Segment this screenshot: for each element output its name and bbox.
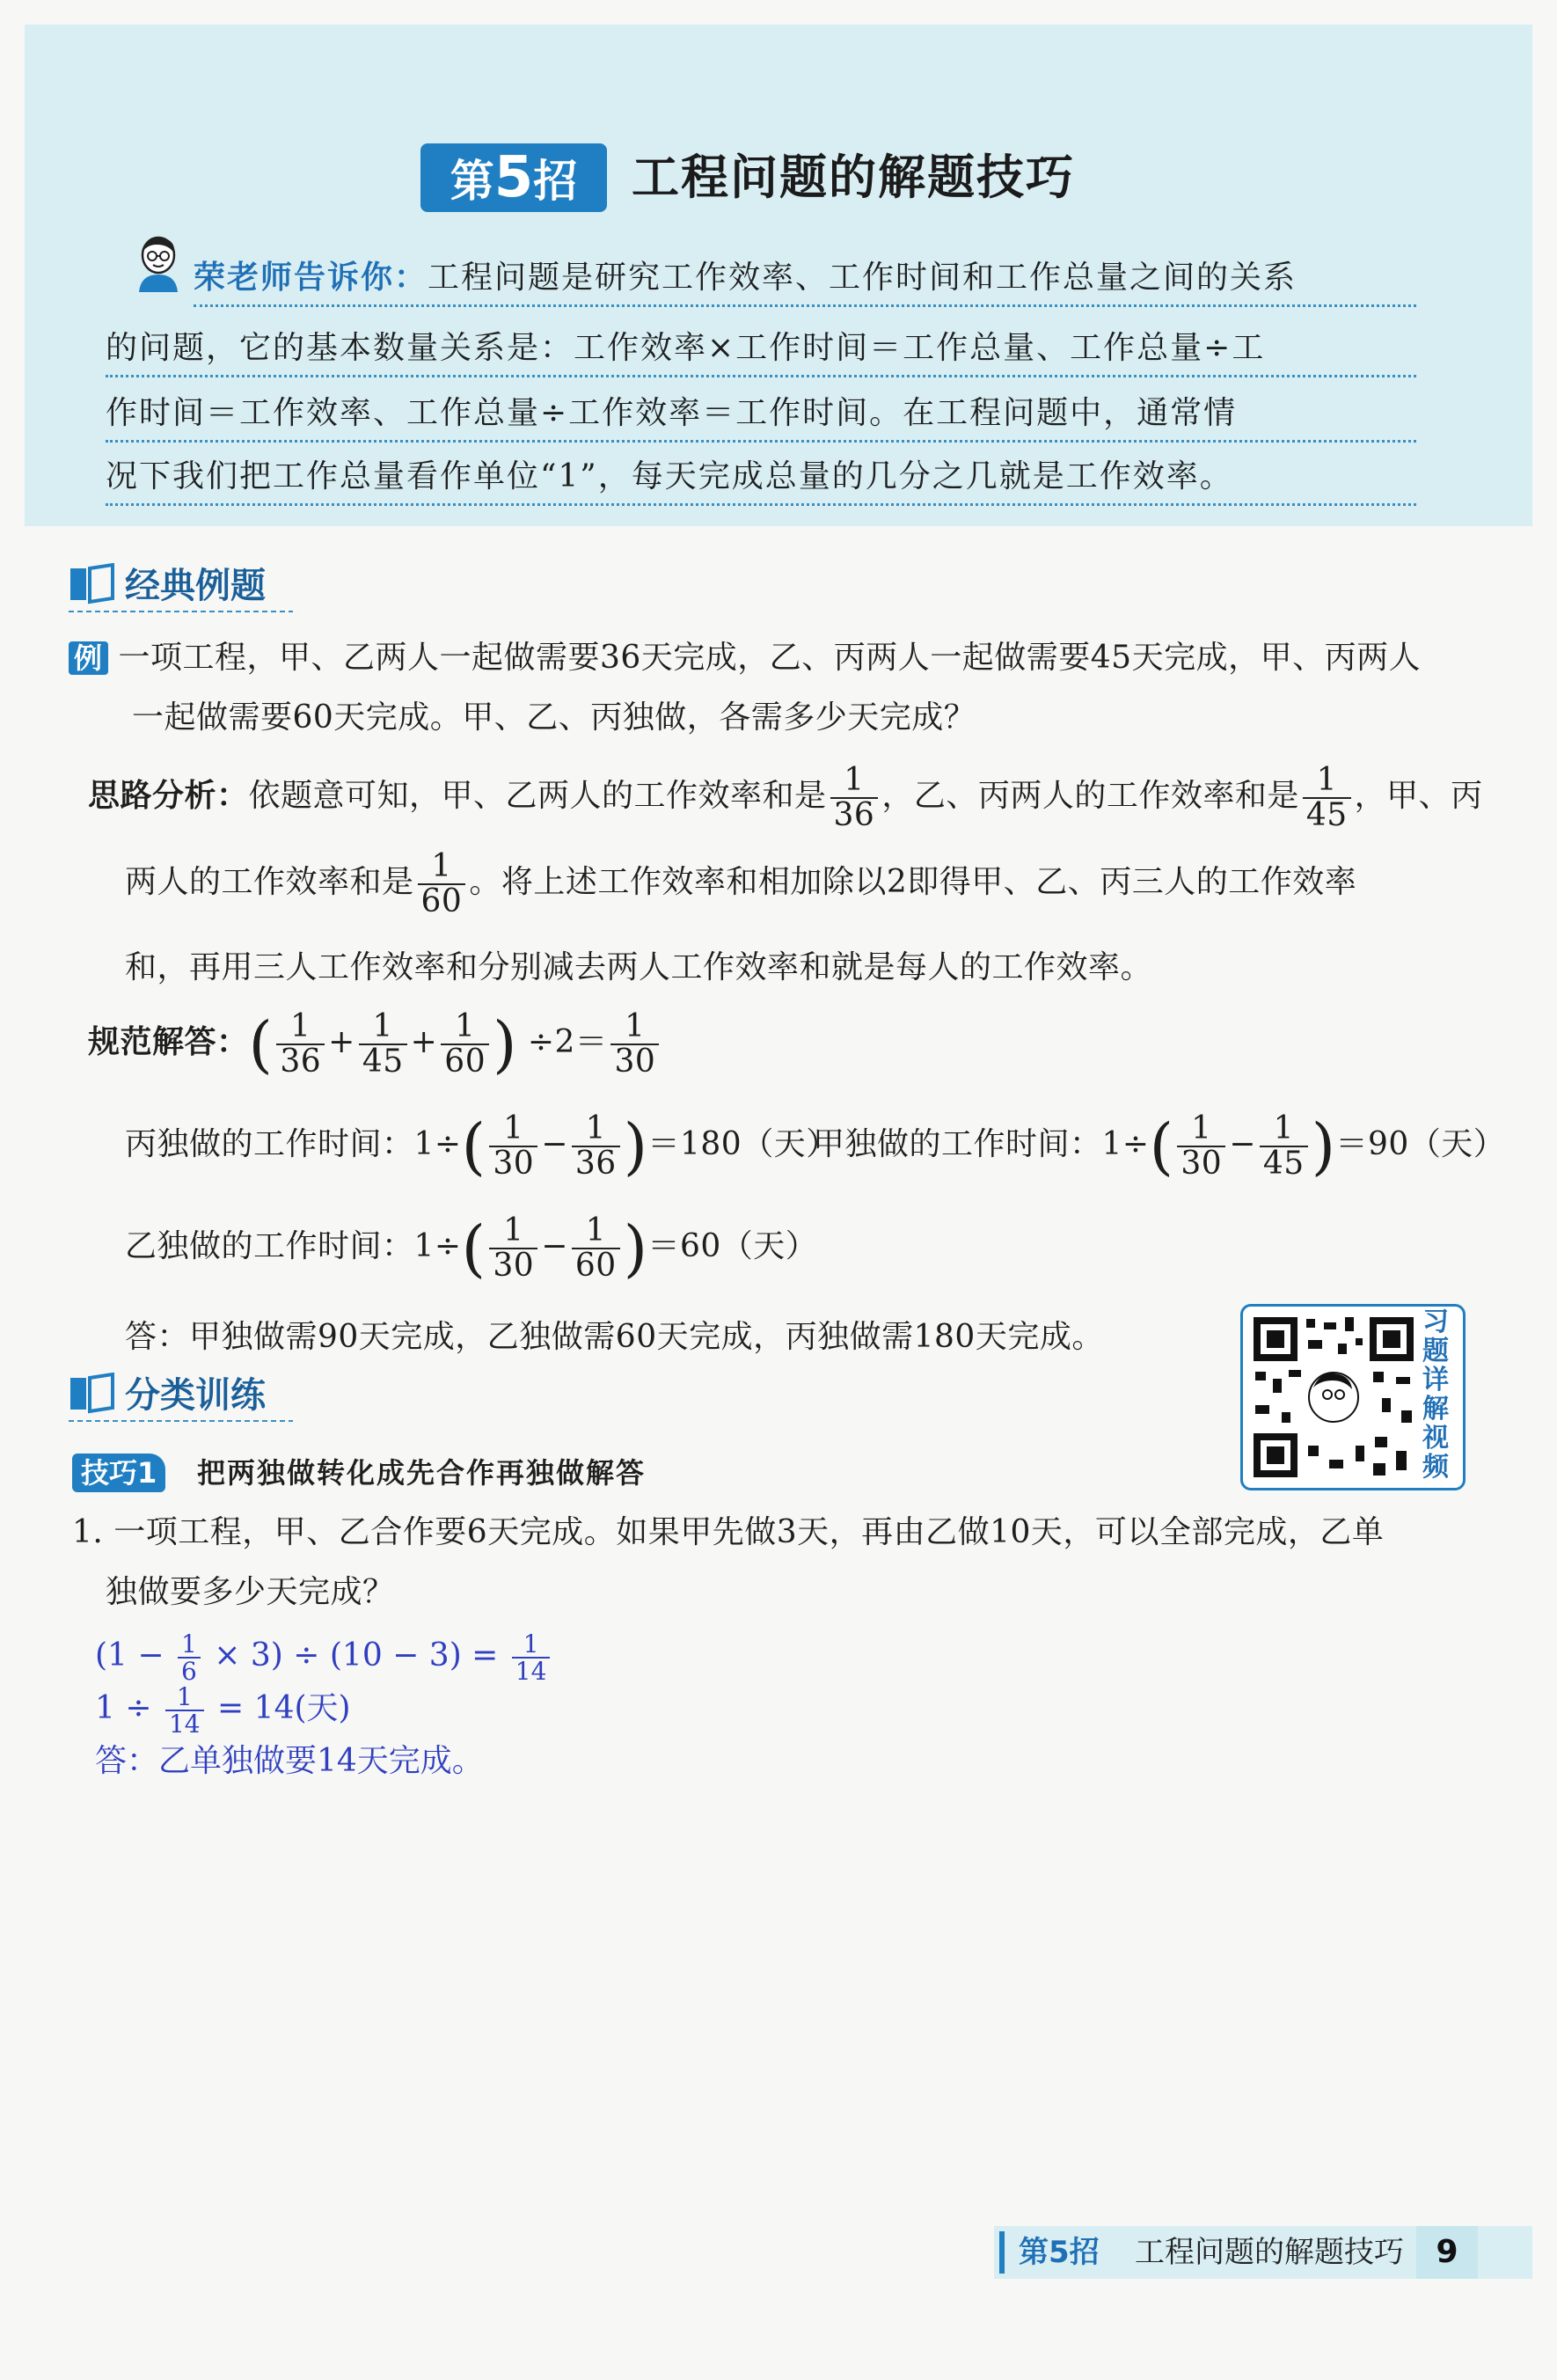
section-title-practice: 分类训练 <box>125 1375 266 1416</box>
tip-badge: 技巧1 <box>72 1454 165 1492</box>
answer-line-3: 答：乙单独做要14天完成。 <box>95 1743 484 1779</box>
solution-yi: 乙独做的工作时间：1÷( $\frac{1}{30}$ − $\frac{1}{60}$ )＝60（天） <box>125 1212 818 1285</box>
example-question-line-1: 例 一项工程，甲、乙两人一起做需要36天完成，乙、丙两人一起做需要45天完成，甲、丙两人 <box>69 632 1421 685</box>
section-underline <box>69 1420 293 1422</box>
footer-chapter: 第5招 <box>1019 2235 1100 2270</box>
solution-bing: 丙独做的工作时间：1÷( $\frac{1}{30}$ − $\frac{1}{36}$ )＝180（天） <box>125 1109 838 1183</box>
qr-label: 习题详解视频 <box>1422 1307 1449 1483</box>
fraction-1-45: $\frac{1}{45}$ <box>1303 764 1351 832</box>
analysis-line-2: 两人的工作效率和是 $\frac{1}{60}$ 。将上述工作效率和相加除以2即得甲、乙、丙三人的工作效率 <box>125 848 1357 919</box>
solution-line-1: 规范解答：( $\frac{1}{36}$ + $\frac{1}{45}$ + $\frac{1}{60}$ ) ÷2＝ $\frac{1}{30}$ <box>88 1010 662 1079</box>
teacher-label: 荣老师告诉你： <box>194 260 428 296</box>
book-icon <box>69 1373 118 1415</box>
fraction-1-36: $\frac{1}{36}$ <box>830 764 879 832</box>
chapter-badge: 第5招 <box>420 143 607 212</box>
solution-answer: 答：甲独做需90天完成，乙独做需60天完成，丙独做需180天完成。 <box>125 1319 1104 1355</box>
page-number: 9 <box>1416 2226 1478 2279</box>
section-underline <box>69 611 293 612</box>
analysis-line-1: 思路分析：依题意可知，甲、乙两人的工作效率和是 $\frac{1}{36}$ ，乙、丙两人的工作效率和是 $\frac{1}{45}$ ，甲、丙 <box>88 762 1483 833</box>
footer-title: 工程问题的解题技巧 <box>1135 2235 1404 2270</box>
example-question-line-2: 一起做需要60天完成。甲、乙、丙独做，各需多少天完成？ <box>132 699 976 736</box>
question-1-line-2: 独做要多少天完成？ <box>106 1574 395 1610</box>
fraction-1-60: $\frac{1}{60}$ <box>418 850 466 919</box>
tip-text: 把两独做转化成先合作再独做解答 <box>197 1456 647 1490</box>
footer-accent-bar <box>999 2231 1005 2274</box>
intro-line-3: 作时间＝工作效率、工作总量÷工作效率＝工作时间。在工程问题中，通常情 <box>106 387 1416 443</box>
page-title: 工程问题的解题技巧 <box>632 150 1075 205</box>
question-1-line-1: 1. 一项工程，甲、乙合作要6天完成。如果甲先做3天，再由乙做10天，可以全部完成，乙单 <box>72 1514 1385 1550</box>
answer-line-1: (1 − $\frac{1}{6}$ × 3) ÷ (10 − 3) = $\frac{1}{14}$ <box>95 1629 553 1684</box>
intro-line-2: 的问题，它的基本数量关系是：工作效率×工作时间＝工作总量、工作总量÷工 <box>106 322 1416 377</box>
solution-label: 规范解答： <box>88 1023 249 1060</box>
analysis-label: 思路分析： <box>88 777 249 814</box>
example-badge: 例 <box>69 641 108 675</box>
section-title-classic-examples: 经典例题 <box>125 566 266 606</box>
teacher-avatar-icon <box>130 234 186 292</box>
answer-line-2: 1 ÷ $\frac{1}{14}$ = 14(天) <box>95 1681 351 1739</box>
intro-line-4: 况下我们把工作总量看作单位“1”，每天完成总量的几分之几就是工作效率。 <box>106 450 1416 506</box>
analysis-line-3: 和，再用三人工作效率和分别减去两人工作效率和就是每人的工作效率。 <box>125 949 1153 985</box>
solution-jia: 甲独做的工作时间：1÷( $\frac{1}{30}$ − $\frac{1}{45}$ )＝90（天） <box>813 1109 1506 1183</box>
book-icon <box>69 563 118 605</box>
intro-line-1: 荣老师告诉你：工程问题是研究工作效率、工作时间和工作总量之间的关系 <box>194 252 1416 307</box>
